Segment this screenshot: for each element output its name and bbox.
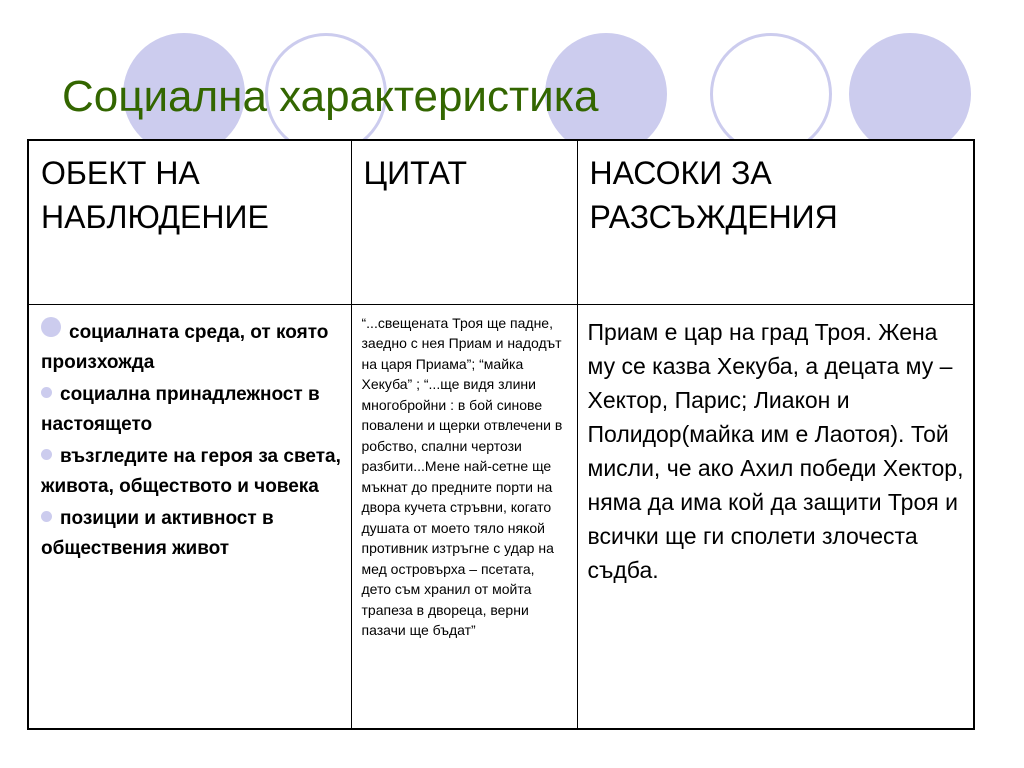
table-row <box>28 304 974 729</box>
reasoning-cell <box>577 304 974 729</box>
list-item-text: възгледите на героя за света, живота, обществото и човека <box>41 445 341 497</box>
header-reasoning: НАСОКИ ЗА РАЗСЪЖДЕНИЯ <box>589 155 838 235</box>
decorative-ring <box>710 33 832 155</box>
header-cell <box>577 140 974 304</box>
list-item <box>41 442 343 502</box>
observation-cell <box>28 304 351 729</box>
slide-title: Социална характеристика <box>62 72 599 121</box>
observation-list <box>29 305 351 564</box>
quote-text: “...свещената Троя ще падне, заедно с нея Приам и надодът на царя Приама”; “майка Хекуба” ; “...ще видя злини многобройни : в бой синове повалени и щерки отвлечени в робство, спални чертози разбити...Мене най-сетне ще мъкнат до предните порти на двора кучета стръвни, когато душата от моето тяло някой противник изтръгне с удар на мед островърха – псетата, дето съм хранил от мойта трапеза в двореца, верни пазачи ще бъдат” <box>361 314 563 638</box>
bullet-icon <box>41 511 52 522</box>
list-item-text: позиции и активност в обществения живот <box>41 507 274 559</box>
table-header-row <box>28 140 974 304</box>
header-observation: ОБЕКТ НА НАБЛЮДЕНИЕ <box>41 155 269 235</box>
decorative-circle <box>849 33 971 155</box>
list-item <box>41 317 343 378</box>
list-item-text: социалната среда, от която произхожда <box>41 321 329 373</box>
header-quote: ЦИТАТ <box>363 155 468 191</box>
bullet-icon <box>41 449 52 460</box>
header-cell <box>28 140 351 304</box>
bullet-icon <box>41 317 61 337</box>
list-item <box>41 504 343 564</box>
list-item-text: социална принадлежност в настоящето <box>41 383 320 435</box>
characteristics-table <box>27 139 975 730</box>
header-cell <box>351 140 577 304</box>
reasoning-text: Приам е цар на град Троя. Жена му се казва Хекуба, а децата му – Хектор, Парис; Лиакон и Полидор(майка им е Лаотоя). Той мисли, че ако Ахил победи Хектор, няма да има кой да защити Троя и всички ще ги сполети злочеста съдба. <box>587 318 964 583</box>
quote-cell <box>351 304 577 729</box>
list-item <box>41 380 343 440</box>
bullet-icon <box>41 387 52 398</box>
